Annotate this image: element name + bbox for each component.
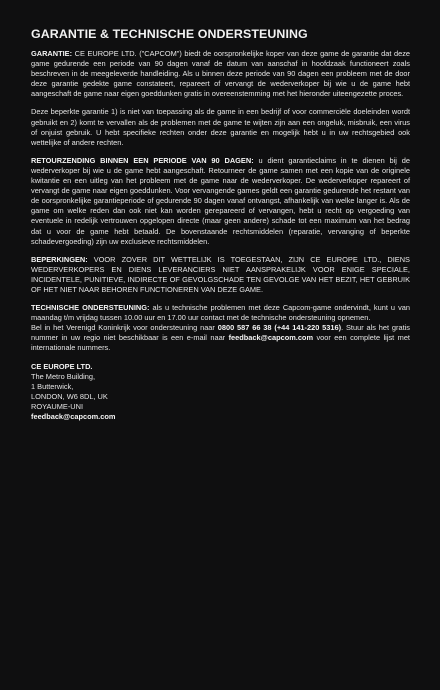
- limited-warranty-paragraph: [31, 107, 410, 147]
- support-text: als u technische problemen met deze Capcom-game ondervindt, kunt u van maandag t/m vrijdag tussen 10.00 uur en 17.00 uur contact met de technische ondersteuning opnemen.: [31, 303, 410, 323]
- limitations-heading: BEPERKINGEN:: [31, 254, 88, 264]
- support-contact-text-post: voor een complete lijst met internationale nummers.: [31, 333, 410, 353]
- warranty-heading: GARANTIE:: [31, 49, 73, 58]
- page-title: GARANTIE & TECHNISCHE ONDERSTEUNING: [31, 27, 308, 41]
- address-line-4: ROYAUME-UNI: [31, 401, 84, 411]
- support-contact-paragraph: [31, 323, 410, 353]
- support-paragraph: [31, 303, 410, 323]
- address-email-link[interactable]: feedback@capcom.com: [31, 412, 116, 421]
- return-paragraph: [31, 156, 410, 247]
- company-address: [31, 362, 410, 423]
- support-contact-text-mid: . Stuur als het gratis nummer in uw regio niet beschikbaar is een e-mail naar: [31, 323, 411, 343]
- support-phone: 0800 587 66 38 (+44 141-220 5316): [217, 323, 342, 333]
- company-name: CE EUROPE LTD.: [31, 361, 93, 371]
- limitations-text: VOOR ZOVER DIT WETTELIJK IS TOEGESTAAN, ZIJN CE EUROPE LTD., DIENS WEDERVERKOPERS EN DIENS LEVERANCIERS NIET AANSPRAKELIJK VOOR ENIGE SPECIALE, INCIDENTELE, PUNITIEVE, INDIRECTE OF GEVOLGSCHADE TEN GEVOLGE VAN HET BEZIT, HET GEBRUIK OF HET NIET NAAR BEHOREN FUNCTIONEREN VAN DEZE GAME.: [31, 254, 410, 294]
- limited-warranty-text: Deze beperkte garantie 1) is niet van toepassing als de game in een bedrijf of voor commerciële doeleinden wordt gebruikt en 2) komt te vervallen als de problemen met de game te wijten zijn aan een ongeluk, misbruik, een virus of onjuist gebruik. U hebt specifieke rechten onder deze garantie en mogelijk hebt u in uw rechtsgebied ook wettelijke of andere rechten.: [31, 107, 410, 147]
- support-contact-text-pre: Bel in het Verenigd Koninkrijk voor ondersteuning naar: [31, 323, 215, 333]
- address-line-2: 1 Butterwick,: [31, 381, 74, 391]
- address-line-1: The Metro Building,: [31, 371, 96, 381]
- support-heading: TECHNISCHE ONDERSTEUNING:: [31, 303, 150, 313]
- warranty-text: CE EUROPE LTD. ("CAPCOM") biedt de oorspronkelijke koper van deze game de garantie dat deze game gedurende een periode van 90 dagen vanaf de datum van aanschaf in hoofdzaak functioneert zoals beschreven in de meegeleverde handleiding. Als u binnen deze periode van 90 dagen een probleem met de door deze garantie gedekte game constateert, repareert of vervangt de wederverkoper bij wie u de game hebt aangeschaft de game naar eigen goeddunken gratis in overeenstemming met het hieronder uiteengezette proces.: [31, 49, 410, 99]
- return-text: u dient garantieclaims in te dienen bij de wederverkoper bij wie u de game hebt aangeschaft. Retourneer de game samen met een kopie van de originele kwitantie en een uitleg van het probleem met de game naar de wederverkoper. De wederverkoper repareert of vervangt de game naar eigen goeddunken. Voor vervangende games geldt een garantie gedurende het restant van de oorspronkelijke garantieperiode of gedurende 90 dagen vanaf ontvangst, afhankelijk van welke langer is. Als de game om welke reden dan ook niet kan worden gerepareerd of vervangen, hebt u recht op vergoeding van eventuele in redelijk vertrouwen opgelopen directe (maar geen andere) schade tot een maximum van het bedrag dat u voor de game hebt betaald. De bovenstaande rechtsmiddelen (reparatie, vervanging of beperkte schadevergoeding) zijn uw exclusieve rechtsmiddelen.: [31, 155, 411, 246]
- address-line-3: LONDON, W6 8DL, UK: [31, 391, 108, 401]
- warranty-paragraph: [31, 49, 410, 99]
- return-heading: RETOURZENDING BINNEN EEN PERIODE VAN 90 DAGEN:: [31, 155, 254, 165]
- support-email-link[interactable]: feedback@capcom.com: [228, 333, 314, 343]
- limitations-paragraph: [31, 255, 410, 295]
